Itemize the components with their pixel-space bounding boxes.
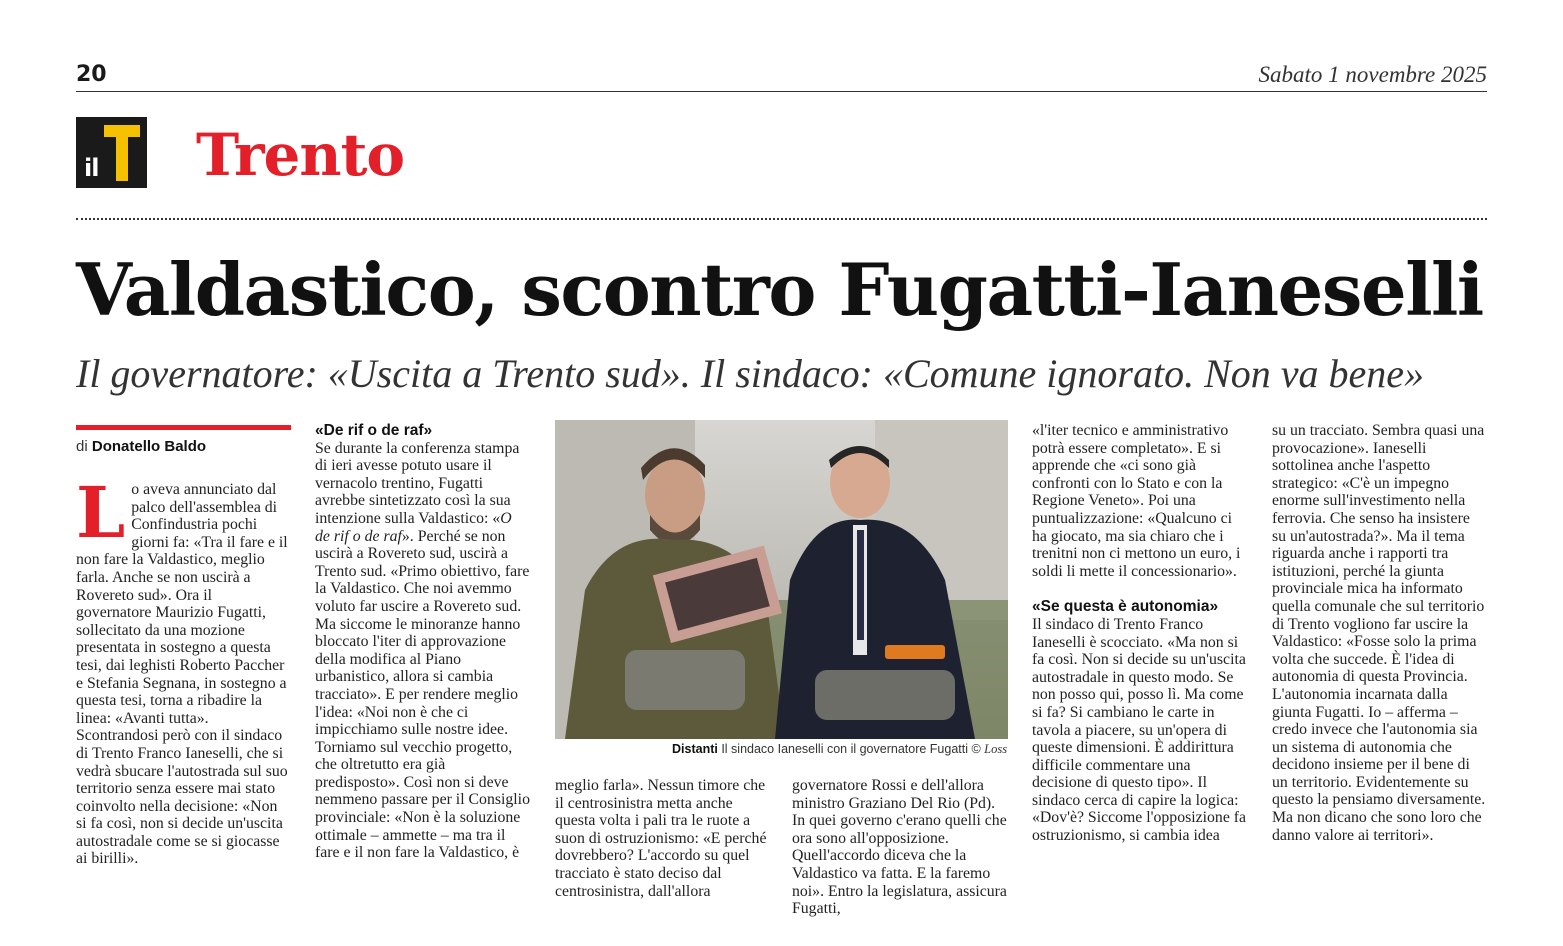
- byline-prefix: di: [76, 438, 88, 455]
- article-column-3: [555, 777, 770, 900]
- inline-subtitle-de-rif: «De rif o de raf»: [315, 422, 433, 439]
- caption-text: Il sindaco Ianeselli con il governatore Fugatti ©: [721, 742, 981, 756]
- page-number: 20: [76, 62, 107, 87]
- column-4-text: governatore Rossi e dell'allora ministro Graziano Del Rio (Pd). In quei governo c'erano quelli che ora sono all'opposizione. Quell'accordo diceva che la Valdastico va fatta. E la faremo noi». Entro la legislatura, assicura Fugatti,: [792, 777, 1007, 918]
- article-column-5: [1032, 422, 1247, 845]
- column-5-text-a: «l'iter tecnico e amministrativo potrà essere completato». E si apprende che «ci sono già confronti con lo Stato e con la Regione Veneto». Poi una puntualizzazione: «Qualcuno ci ha giocato, ma sia chiaro che i trenitni non ci mettono un euro, i soldi li mette il concessionario».: [1032, 422, 1241, 580]
- photo-caption: [672, 742, 1007, 757]
- caption-credit: Loss: [984, 742, 1008, 756]
- article-headline: Valdastico, scontro Fugatti-Ianeselli: [76, 247, 1483, 332]
- photo-illustration: [555, 420, 1008, 739]
- article-photo: [555, 420, 1008, 739]
- column-2-text-a: Se durante la conferenza stampa di ieri avesse potuto usare il vernacolo trentino, Fugatti avrebbe sintetizzato così la sua intenzione sulla Valdastico: «: [315, 439, 520, 527]
- article-column-4: [792, 777, 1007, 918]
- article-column-1: [76, 471, 290, 868]
- column-2-text-b: ». Perché se non uscirà a Rovereto sud, uscirà a Trento sud. «Primo obiettivo, fare la Valdastico. Che noi avemmo voluto far uscire a Rovereto sud. Ma siccome le minoranze hanno bloccato l'iter di approvazione della modifica al Piano urbanistico, allora si cambia tracciato». E per rendere meglio l'idea: «Noi non è che ci impicchiamo sulle nostre idee. Torniamo sul vecchio progetto, che oltretutto era già predisposto». Così non si deve nemmeno passare per il Consiglio provinciale: «Non è la soluzione ottimale – ammette – ma tra il fare e il non fare la Valdastico, è: [315, 527, 530, 862]
- caption-label: Distanti: [672, 742, 718, 756]
- article-subhead: Il governatore: «Uscita a Trento sud». Il sindaco: «Comune ignorato. Non va bene»: [76, 351, 1425, 396]
- column-2-italic-quote: O de rif o de raf: [315, 509, 512, 545]
- inline-subtitle-autonomia: «Se questa è autonomia»: [1032, 598, 1219, 616]
- byline-author: Donatello Baldo: [91, 438, 207, 455]
- dropcap: L: [76, 471, 126, 554]
- section-divider: [76, 218, 1487, 220]
- column-5-text-b: Il sindaco di Trento Franco Ianeselli è scocciato. «Ma non si fa così. Non si decide su un'uscita autostradale in questo modo. Se non posso qui, posso lì. Ma come si fa? Si cambiano le carte in tavola a piacere, su un'opera di queste dimensioni. È addirittura difficile commentare una decisione di questo tipo». Il sindaco cerca di capire la logica: «Dov'è? Siccome l'opposizione fa ostruzionismo, si cambia idea: [1032, 615, 1247, 845]
- section-title: Trento: [196, 121, 405, 189]
- newspaper-logo: [76, 117, 147, 188]
- header-rule: [76, 91, 1487, 92]
- paragraph-gap: [1032, 580, 1247, 598]
- column-6-text: su un tracciato. Sembra quasi una provocazione». Ianeselli sottolinea anche l'aspetto strategico: «C'è un impegno enorme sull'investimento nella ferrovia. Che senso ha insistere su un'autostrada?». Ma il tema riguarda anche i rapporti tra istituzioni, perché la giunta provinciale mica ha informato quella comunale che sul territorio di Trento vogliono far uscire la Valdastico: «Fosse solo la prima volta che succede. È l'idea di autonomia di questa Provincia. L'autonomia incarnata dalla giunta Fugatti. Io – afferma – credo invece che l'autonomia sia un sistema di autonomia che decidono insieme per il bene di un territorio. Evidentemente su questo la pensiamo diversamente. Ma non dicano che sono loro che danno valore ai territori».: [1272, 422, 1486, 844]
- page-date: Sabato 1 novembre 2025: [1258, 62, 1487, 87]
- article-column-6: [1272, 422, 1487, 844]
- byline-accent-bar: [76, 425, 291, 430]
- column-3-text: meglio farla». Nessun timore che il centrosinistra metta anche questa volta i pali tra le ruote a suon di ostruzionismo: «E perché dovrebbero? L'accordo su quel tracciato è stato deciso dal centrosinistra, dall'allora: [555, 777, 767, 900]
- logo-t-stem: [116, 125, 128, 181]
- byline: [76, 438, 206, 455]
- logo-text: il: [84, 154, 99, 182]
- column-1-text: o aveva annunciato dal palco dell'assemblea di Confindustria pochi giorni fa: «Tra il fare e il non fare la Valdastico, meglio farla. Anche se non uscirà a Rovereto sud». Ora il governatore Maurizio Fugatti, sollecitato da una mozione presentata in sostegno a questa tesi, dai leghisti Roberto Paccher e Stefania Segnana, in sostegno a questa tesi, torna a ribadire la linea: «Avanti tutta». Scontrandosi però con il sindaco di Trento Franco Ianeselli, che si vedrà sbucare l'autostrada sul suo territorio senza essere mai stato coinvolto nella decisione: «Non si fa così, non si decide un'uscita autostradale come se si giocasse ai birilli».: [76, 481, 288, 868]
- article-column-2: [315, 422, 530, 862]
